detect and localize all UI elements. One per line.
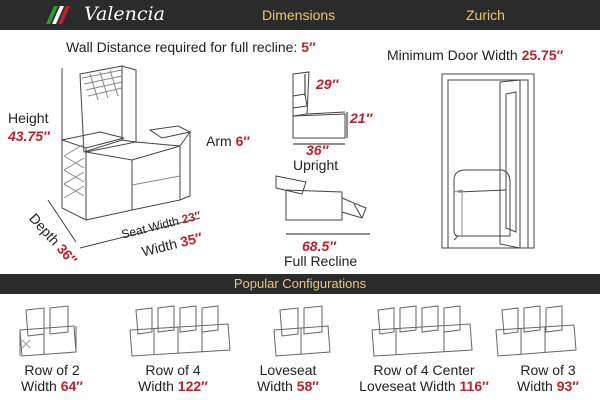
upright-side-value: 21″ [350,110,373,126]
seat-width-label: Seat Width [120,213,181,242]
italy-flag-icon [44,4,76,26]
config-row-of-3 [508,362,588,394]
arm-label-text: Arm [206,133,232,149]
config-name: Row of 3 [520,362,576,378]
configurations-title: Popular Configurations [233,276,367,291]
wall-distance [66,39,316,55]
width-label: Width [140,235,179,260]
config-width-value: 93″ [556,378,579,394]
config-row-of-4-drawing [126,300,236,360]
config-width-label: Width [21,378,57,394]
height-label: Height [8,110,49,126]
upright-top-value: 29″ [316,76,339,92]
config-row-of-4-center-loveseat [350,362,498,394]
config-width-label: Loveseat Width [359,378,456,394]
config-width-value: 122″ [177,378,208,394]
config-width-label: Width [257,378,293,394]
config-row-of-2-drawing [14,300,84,360]
arm-label [206,133,250,149]
door-width-label: Minimum Door Width [387,47,518,63]
model-name: Zurich [466,7,505,23]
config-name: Row of 4 Center [373,362,475,378]
upright-label: Upright [293,157,339,173]
door-drawing [440,72,540,252]
recline-label: Full Recline [284,253,358,269]
config-row-of-2 [14,362,90,394]
config-width-label: Width [138,378,174,394]
arm-value: 6″ [235,133,251,149]
config-name: Row of 2 [24,362,80,378]
door-width-value: 25.75″ [521,47,564,63]
upright-depth-value: 36″ [306,142,329,158]
config-loveseat-drawing [268,300,338,360]
configurations-band [0,274,600,294]
config-width-value: 64″ [60,378,83,394]
wall-distance-label: Wall Distance required for full recline: [66,39,298,55]
config-row-of-4 [128,362,218,394]
depth-label: Depth [26,210,63,249]
config-loveseat [246,362,330,394]
brand-name: Valencia [84,3,165,25]
config-width-value: 58″ [296,378,319,394]
config-width-label: Width [517,378,553,394]
config-row-of-4-center-loveseat-drawing [368,300,478,360]
recline-side-drawing [270,168,380,242]
config-name: Loveseat [259,362,317,378]
config-name: Row of 4 [145,362,201,378]
recline-value: 68.5″ [302,238,336,254]
width-value: 35″ [178,229,204,250]
wall-distance-value: 5″ [301,39,316,55]
seat-width-value: 23″ [180,208,203,227]
dimensions-heading: Dimensions [262,7,336,23]
config-row-of-3-drawing [492,300,582,360]
height-value: 43.75″ [8,128,50,144]
header-bar [0,0,600,30]
config-width-value: 116″ [459,378,489,394]
door-width [387,47,563,63]
depth-value: 36″ [53,240,81,268]
